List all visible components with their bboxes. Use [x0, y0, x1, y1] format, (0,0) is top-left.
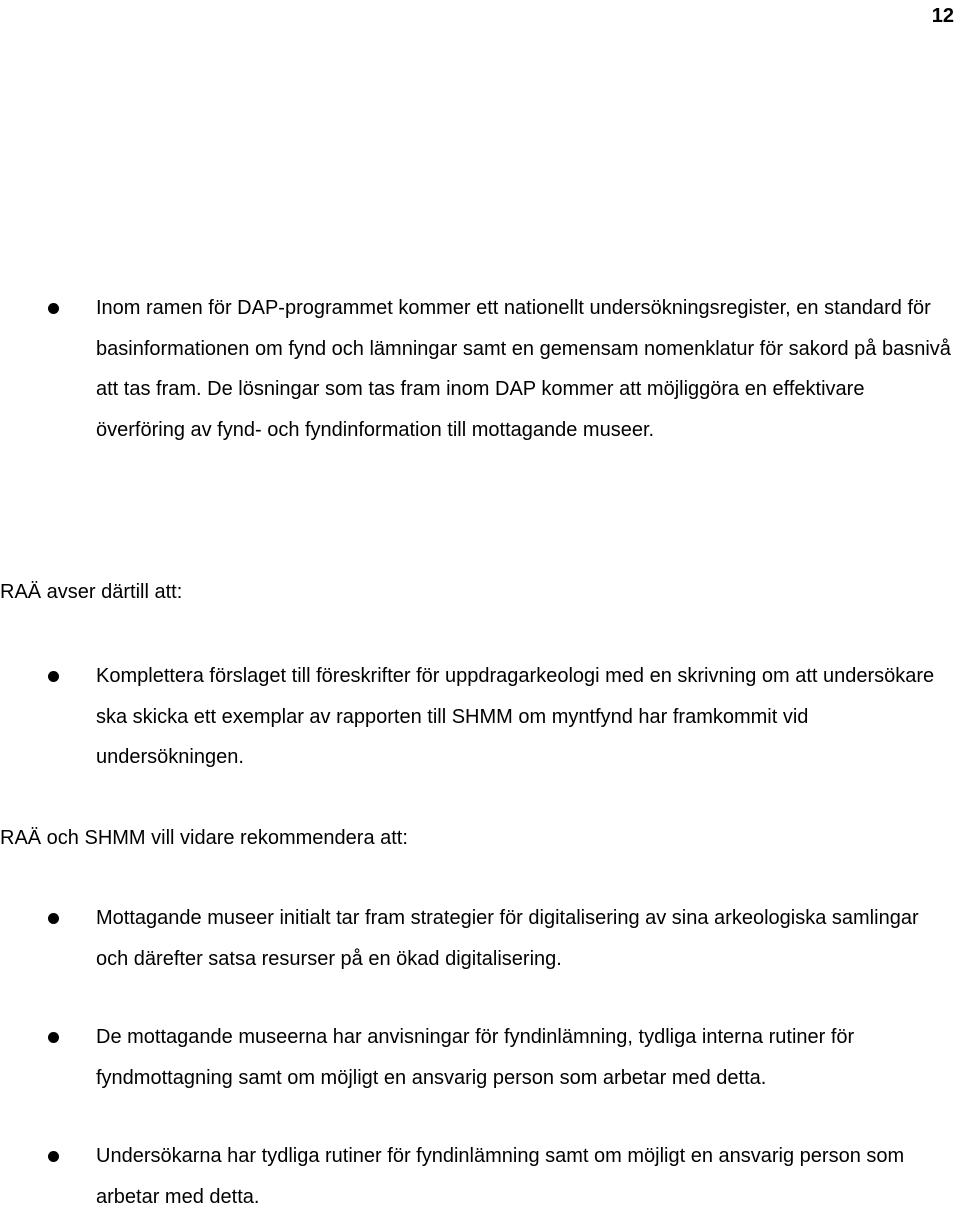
recommendations-heading: RAÄ och SHMM vill vidare rekommendera att: [0, 827, 408, 849]
list-item-text: De mottagande museerna har anvisningar för fyndinlämning, tydliga interna rutiner för fyndmottagning samt om möjligt en ansvarig person som arbetar med detta. [96, 1026, 855, 1089]
page-number: 12 [931, 5, 954, 27]
list-item [0, 288, 960, 450]
list-item [0, 1017, 960, 1098]
list-item-text: Komplettera förslaget till föreskrifter för uppdragarkeologi med en skrivning om att undersökare ska skicka ett exemplar av rapporten till SHMM om myntfynd har framkommit vid undersökningen. [96, 665, 935, 768]
list-item-text: Undersökarna har tydliga rutiner för fyndinlämning samt om möjligt en ansvarig person som arbetar med detta. [96, 1145, 905, 1208]
list-item [0, 898, 960, 979]
list-item [0, 656, 960, 778]
intro-bullet-list [0, 288, 960, 450]
raa-intent-list [0, 656, 960, 778]
bullet-icon [48, 671, 59, 682]
raa-intent-heading: RAÄ avser därtill att: [0, 581, 183, 603]
bullet-icon [48, 913, 59, 924]
list-item-text: Mottagande museer initialt tar fram strategier för digitalisering av sina arkeologiska samlingar och därefter satsa resurser på en ökad digitalisering. [96, 907, 919, 970]
list-item-text: Inom ramen för DAP-programmet kommer ett nationellt undersökningsregister, en standard för basinformationen om fynd och lämningar samt en gemensam nomenklatur för sakord på basnivå att tas fram. De lösningar som tas fram inom DAP kommer att möjliggöra en effektivare överföring av fynd- och fyndinformation till mottagande museer. [96, 297, 951, 441]
recommendations-list [0, 898, 960, 1217]
bullet-icon [48, 1151, 59, 1162]
list-item [0, 1136, 960, 1217]
bullet-icon [48, 303, 59, 314]
bullet-icon [48, 1032, 59, 1043]
